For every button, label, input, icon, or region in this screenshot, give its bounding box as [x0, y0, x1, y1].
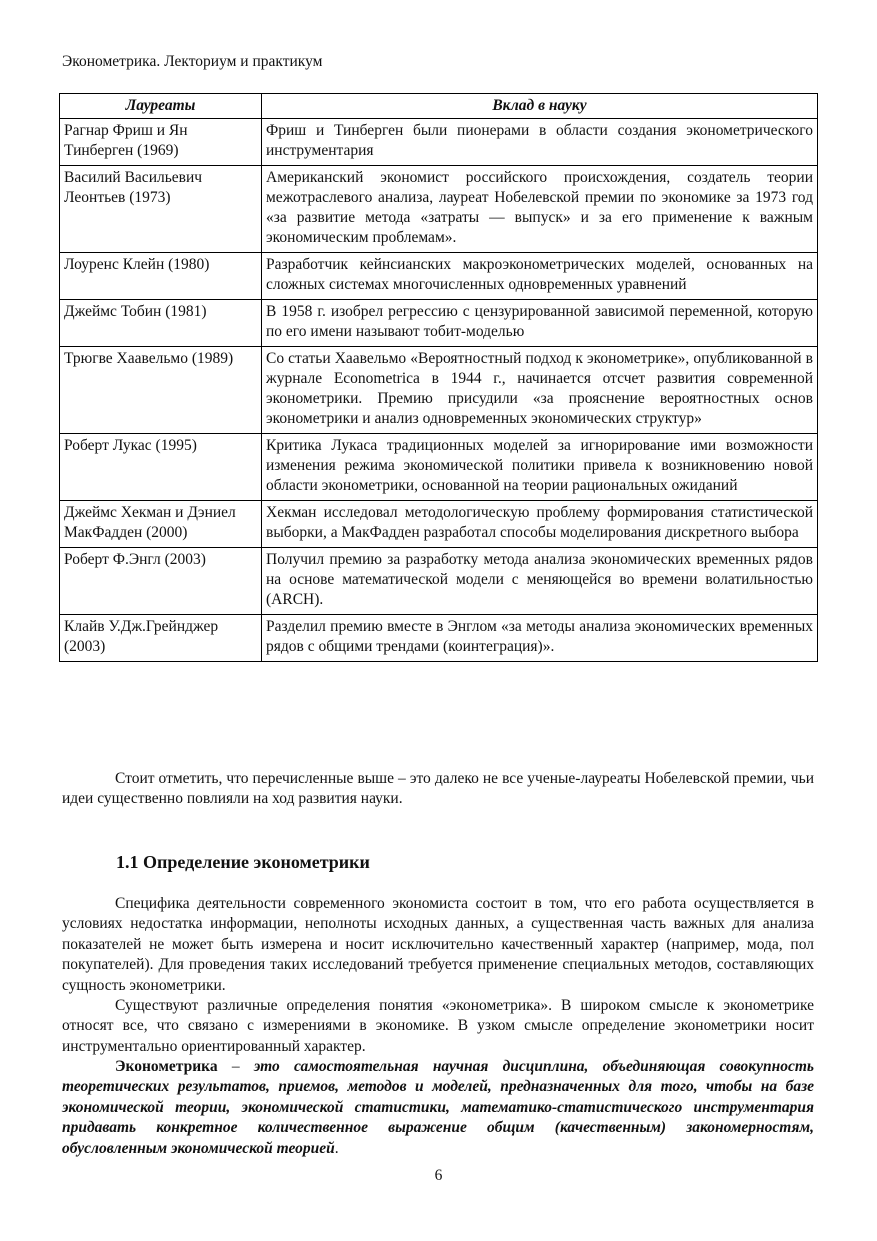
definition-end: . [334, 1139, 339, 1157]
definition-term: Эконометрика [115, 1058, 218, 1075]
contribution-cell: Разделил премию вместе в Энглом «за методы анализа экономических временных рядов с общими трендами (коинтеграция)». [262, 615, 818, 662]
contribution-cell: В 1958 г. изобрел регрессию с цензурированной зависимой переменной, которую по его имени называют тобит-моделью [262, 300, 818, 347]
contribution-cell: Получил премию за разработку метода анализа экономических временных рядов на основе математической модели с меняющейся во времени волатильностью (ARCH). [262, 548, 818, 615]
page-number: 6 [434, 1167, 443, 1184]
laureate-cell: Лоуренс Клейн (1980) [60, 253, 262, 300]
table-header-row [60, 94, 818, 119]
column-header-contribution: Вклад в науку [262, 94, 818, 119]
laureate-cell: Роберт Ф.Энгл (2003) [60, 548, 262, 615]
body-paragraph: Существуют различные определения понятия «эконометрика». В широком смысле к эконометрике относят все, что связано с измерениями в экономике. В узком смысле определение эконометрики носит инструментально ориентированный характер. [62, 997, 814, 1055]
definition-text: это самостоятельная научная дисциплина, объединяющая совокупность теоретических результатов, приемов, методов и моделей, предназначенных для того, чтобы на базе экономической теории, экономической статистики, математико-статистического инструментария придавать конкретное количественное выражение общим (качественным) закономерностям, обусловленным экономической теорией [62, 1058, 815, 1157]
definition-dash: – [217, 1058, 254, 1075]
running-header: Эконометрика. Лекториум и практикум [62, 53, 323, 70]
contribution-cell: Разработчик кейнсианских макроэконометрических моделей, основанных на сложных системах многочисленных одновременных уравнений [262, 253, 818, 300]
laureate-cell: Рагнар Фриш и Ян Тинберген (1969) [60, 119, 262, 166]
laureate-cell: Клайв У.Дж.Грейнджер (2003) [60, 615, 262, 662]
body-paragraph: Специфика деятельности современного экономиста состоит в том, что его работа осуществляется в условиях недостатка информации, неполноты исходных данных, а существенная часть важных для анализа показателей не может быть измерена и носит исключительно качественный характер (например, мода, пол покупателей). Для проведения таких исследований требуется применение специальных методов, составляющих сущность эконометрики. [62, 895, 814, 994]
contribution-cell: Фриш и Тинберген были пионерами в области создания эконометрического инструментария [262, 119, 818, 166]
contribution-cell: Критика Лукаса традиционных моделей за игнорирование ими возможности изменения режима экономической политики привела к возникновению новой области эконометрики, основанной на теории рациональных ожиданий [262, 434, 818, 501]
column-header-laureates: Лауреаты [60, 94, 262, 119]
table-row [60, 166, 818, 253]
definition-paragraph [62, 1057, 814, 1159]
laureate-cell: Джеймс Тобин (1981) [60, 300, 262, 347]
table-row [60, 501, 818, 548]
table-row [60, 434, 818, 501]
table-note-paragraph: Стоит отметить, что перечисленные выше – это далеко не все ученые-лауреаты Нобелевской премии, чьи идеи существенно повлияли на ход развития науки. [62, 770, 814, 808]
table-row [60, 300, 818, 347]
laureates-table [59, 93, 818, 662]
section-heading: 1.1 Определение эконометрики [116, 852, 370, 872]
table-row [60, 548, 818, 615]
contribution-cell: Со статьи Хаавельмо «Вероятностный подход к эконометрике», опубликованной в журнале Econometrica в 1944 г., начинается отсчет развития современной эконометрики. Премию присудили «за прояснение вероятностных основ эконометрики и анализ одновременных экономических структур» [262, 347, 818, 434]
laureate-cell: Джеймс Хекман и Дэниел МакФадден (2000) [60, 501, 262, 548]
table-row [60, 119, 818, 166]
laureate-cell: Роберт Лукас (1995) [60, 434, 262, 501]
contribution-cell: Американский экономист российского происхождения, создатель теории межотраслевого анализа, лауреат Нобелевской премии по экономике за 1973 год «за развитие метода «затраты — выпуск» и за его применение к важным экономическим проблемам». [262, 166, 818, 253]
table-row [60, 615, 818, 662]
table-row [60, 253, 818, 300]
table-row [60, 347, 818, 434]
laureate-cell: Трюгве Хаавельмо (1989) [60, 347, 262, 434]
laureate-cell: Василий Васильевич Леонтьев (1973) [60, 166, 262, 253]
contribution-cell: Хекман исследовал методологическую проблему формирования статистической выборки, а МакФадден разработал способы моделирования дискретного выбора [262, 501, 818, 548]
